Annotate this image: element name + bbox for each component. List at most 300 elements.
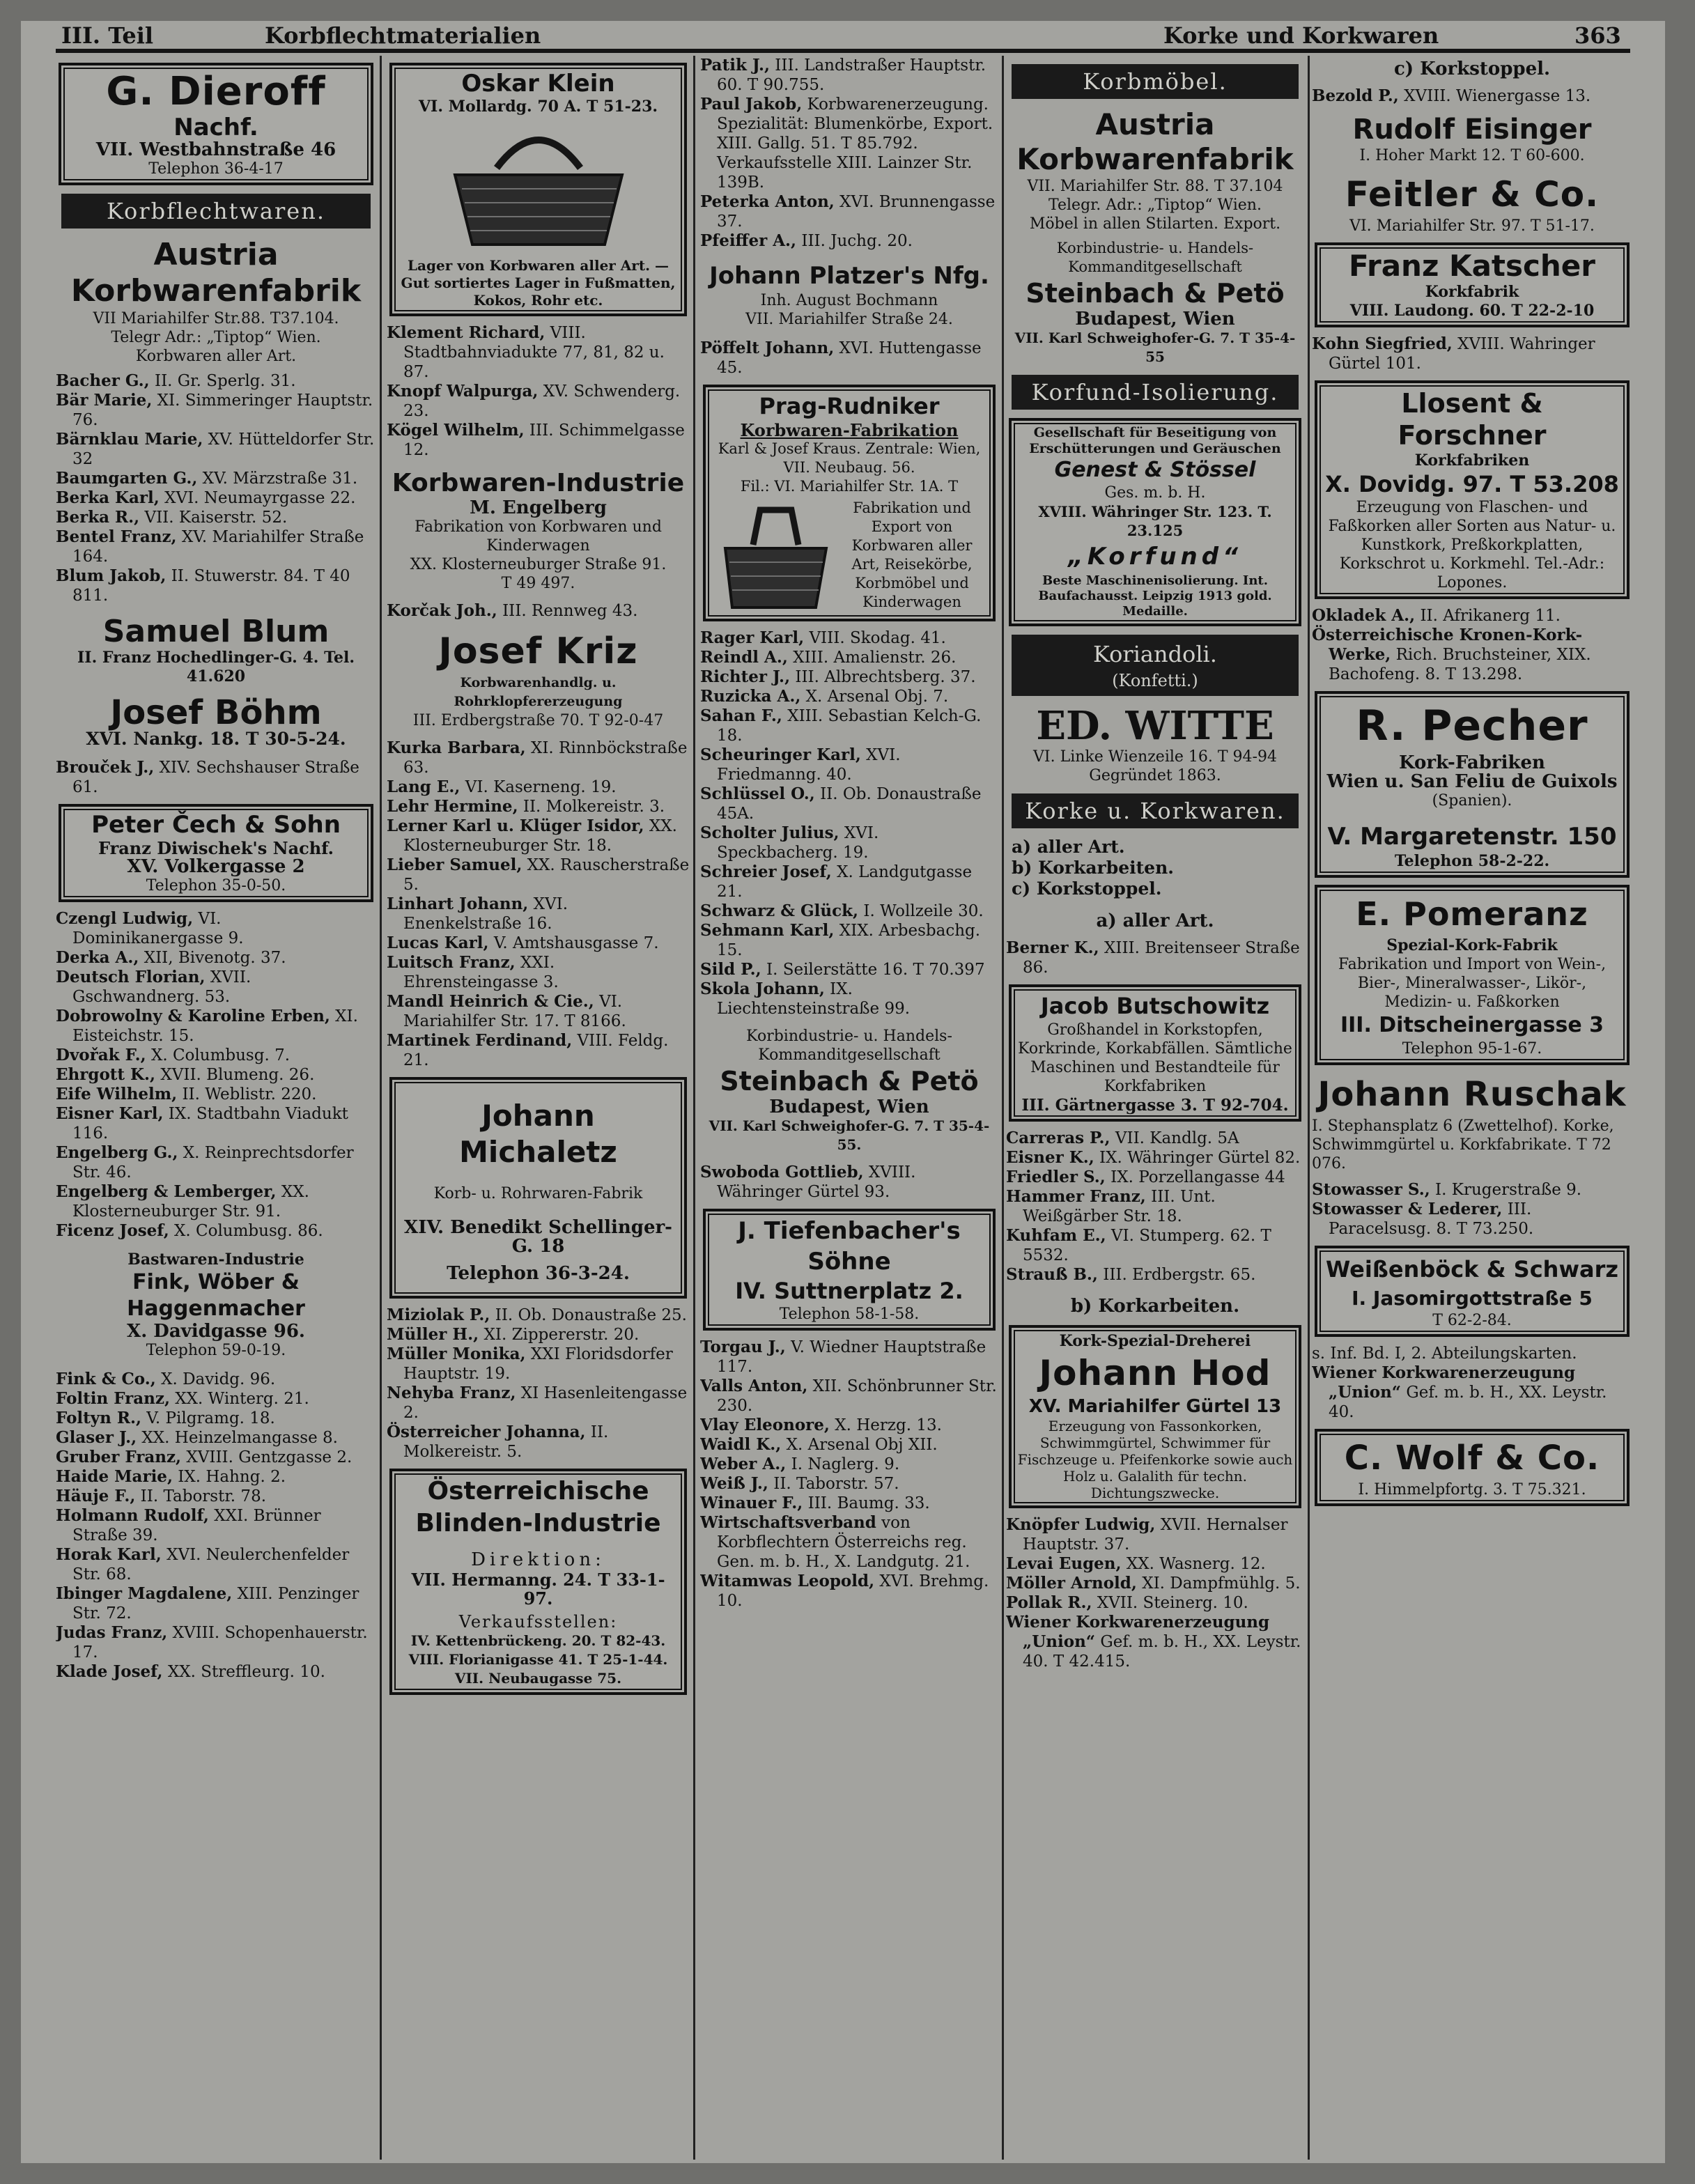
list-item	[700, 1455, 998, 1474]
index-item: a) aller Art.	[1012, 837, 1125, 857]
entry-name: Kuhfam E.,	[1006, 1226, 1106, 1245]
ad-title: Oskar Klein	[461, 70, 615, 98]
ad-subtitle: Nachf.	[173, 114, 258, 141]
column-divider	[380, 56, 382, 2160]
ad-title: Steinbach & Petö	[720, 1066, 979, 1097]
entry-name: Waidl K.,	[700, 1435, 782, 1454]
ad-kriz	[387, 629, 690, 730]
ad-title: Korbwarenfabrik	[70, 273, 362, 309]
entry-list	[1312, 1344, 1632, 1422]
ad-subtitle: Korbwarenhandlg. u. Rohrklopfererzeugung	[454, 675, 623, 709]
directory-page	[21, 21, 1665, 2163]
ad-wolf	[1315, 1429, 1630, 1506]
entry-name: Blum Jakob,	[56, 566, 167, 585]
ad-witte	[1006, 704, 1304, 785]
list-item	[56, 469, 376, 488]
entry-address: II. Weblistr. 220.	[177, 1085, 317, 1103]
list-item	[56, 1085, 376, 1104]
entry-name: Horak Karl,	[56, 1545, 162, 1564]
ad-title: Blinden-Industrie	[415, 1509, 661, 1538]
ad-address: X. Dovidg. 97. T 53.208	[1325, 471, 1619, 497]
list-item	[387, 934, 690, 953]
ad-phone: Telephon 58-2-22.	[1394, 852, 1550, 870]
entry-address: XV. Schwenderg. 23.	[403, 382, 681, 420]
entry-address: XVII. Gschwandnerg. 53.	[72, 968, 251, 1006]
entry-name: Stowasser S.,	[1312, 1180, 1430, 1199]
entry-list	[56, 1370, 376, 1682]
entry-address: IX. Währinger Gürtel 82.	[1094, 1149, 1301, 1167]
entry-name: Schwarz & Glück,	[700, 901, 859, 920]
ad-subtitle: Franz Diwischek's Nachf.	[98, 838, 334, 858]
entry-name: Peterka Anton,	[700, 192, 835, 211]
list-item	[387, 894, 690, 934]
entry-address: XXI Floridsdorfer Hauptstr. 19.	[403, 1345, 673, 1383]
entry-name: Kögel Wilhelm,	[387, 421, 525, 440]
entry-name: Holmann Rudolf,	[56, 1506, 209, 1525]
entry-address: X. Landgutgasse 21.	[717, 863, 973, 901]
ad-address: VII. Neubaugasse 75.	[454, 1670, 622, 1687]
entry-name: Fink & Co.,	[56, 1370, 156, 1388]
ad-phone: Telephon 36-4-17	[148, 160, 284, 178]
page-number: 363	[1574, 22, 1621, 49]
ad-title: Josef Kriz	[438, 630, 638, 672]
entry-address: XVI. Brunnengasse 37.	[717, 193, 996, 231]
entry-name: Schreier Josef,	[700, 862, 832, 881]
column-divider	[693, 56, 695, 2160]
list-item	[1312, 1344, 1632, 1363]
entry-name: Müller Monika,	[387, 1345, 526, 1363]
ad-address: XV. Mariahilfer Gürtel 13	[1028, 1396, 1282, 1417]
entry-name: Deutsch Florian,	[56, 968, 206, 986]
entry-name: Paul Jakob,	[700, 95, 803, 114]
entry-address: XVIII. Wienergasse 13.	[1398, 87, 1591, 105]
ad-address: Fil.: VI. Mariahilfer Str. 1A. T	[740, 478, 959, 495]
section-bar: Korke u. Korkwaren.	[1012, 793, 1299, 828]
list-item	[700, 192, 998, 231]
entry-address: II. Ob. Donaustraße 45A.	[717, 785, 982, 823]
ad-address: VII. Mariahilfer Str. 88. T 37.104	[1027, 178, 1283, 195]
ad-address: VI. Mollardg. 70 A. T 51-23.	[418, 98, 658, 116]
list-item	[387, 421, 690, 460]
ad-phone: T 62-2-84.	[1432, 1312, 1512, 1329]
list-item	[56, 1409, 376, 1428]
entry-list	[700, 56, 998, 251]
list-item	[387, 1306, 690, 1325]
entry-list	[1006, 938, 1304, 977]
section-bar-koriandoli	[1012, 635, 1299, 696]
ad-address: XX. Klosterneuburger Straße 91.	[410, 556, 667, 573]
ad-genest	[1009, 418, 1301, 626]
ad-phone: T 49 497.	[501, 575, 575, 592]
entry-name: Strauß B.,	[1006, 1265, 1098, 1284]
entry-name: Vlay Eleonore,	[700, 1416, 830, 1434]
entry-name: Baumgarten G.,	[56, 469, 198, 488]
list-item	[387, 1345, 690, 1384]
ad-austria	[56, 237, 376, 366]
ad-address: VII. Hermanng. 24. T 33-1-97.	[411, 1570, 665, 1609]
list-item	[56, 1065, 376, 1085]
entry-name: Klade Josef,	[56, 1662, 163, 1681]
ad-text: Beste Maschinenisolierung. Int. Baufachausst. Leipzig 1913 gold. Medaille.	[1038, 573, 1272, 619]
list-item	[1006, 1265, 1304, 1285]
entry-address: XI Hasenleitengasse 2.	[403, 1384, 688, 1422]
list-item	[56, 1143, 376, 1182]
ad-title: Johann Michaletz	[459, 1099, 617, 1169]
entry-address: II. Ob. Donaustraße 25.	[490, 1306, 687, 1324]
ad-topline: Kork-Spezial-Dreherei	[1059, 1332, 1251, 1350]
list-item	[56, 391, 376, 430]
entry-address: Korbwarenerzeugung. Spezialität: Blumenkörbe, Export. XIII. Gallg. 51. T 85.792. Verkaufsstelle XIII. Lainzer Str. 139B.	[717, 95, 993, 192]
entry-address: XI. Simmeringer Hauptstr. 76.	[72, 392, 373, 429]
entry-address: XXI. Brünner Straße 39.	[72, 1507, 321, 1544]
entry-list	[1312, 606, 1632, 684]
entry-name: Okladek A.,	[1312, 606, 1416, 625]
entry-address: IX. Liechtensteinstraße 99.	[717, 980, 911, 1018]
ad-title: Jacob Butschowitz	[1040, 993, 1270, 1019]
entry-address: VII. Kaiserstr. 52.	[139, 509, 288, 527]
entry-name: Eife Wilhelm,	[56, 1085, 178, 1103]
ad-pecher	[1315, 691, 1630, 878]
entry-name: Witamwas Leopold,	[700, 1572, 875, 1590]
entry-list	[1312, 1180, 1632, 1239]
entry-name: Lang E.,	[387, 777, 460, 796]
list-item	[387, 1384, 690, 1423]
list-item	[387, 738, 690, 777]
list-item	[1312, 1180, 1632, 1200]
entry-address: I. Wollzeile 30.	[858, 902, 984, 920]
entry-address: IX. Hahng. 2.	[172, 1468, 286, 1486]
list-item	[387, 601, 690, 621]
entry-address: II. Gr. Sperlg. 31.	[149, 372, 296, 390]
list-item	[387, 777, 690, 797]
entry-name: Ruzicka A.,	[700, 687, 801, 706]
ad-text: Gegründet 1863.	[1089, 767, 1221, 784]
entry-list	[1006, 1129, 1304, 1285]
entry-list	[387, 1306, 690, 1462]
entry-name: Stowasser & Lederer,	[1312, 1200, 1503, 1218]
entry-name: Swoboda Gottlieb,	[700, 1163, 864, 1182]
entry-name: Kurka Barbara,	[387, 738, 526, 757]
entry-name: Engelberg G.,	[56, 1143, 178, 1162]
part-label: III. Teil	[61, 22, 153, 49]
entry-name: Eisner K.,	[1006, 1148, 1094, 1167]
column-5	[1312, 56, 1632, 2160]
list-item	[700, 960, 998, 979]
list-item	[56, 1584, 376, 1623]
list-item	[387, 816, 690, 855]
list-item	[387, 855, 690, 894]
entry-address: XVI. Enenkelstraße 16.	[403, 895, 568, 933]
ad-title: Austria	[153, 237, 279, 272]
ad-address: XVIII. Währinger Str. 123. T. 23.125	[1038, 503, 1272, 539]
entry-address: XIII. Penzinger Str. 72.	[72, 1585, 359, 1622]
ad-brand: „Korfund“	[1068, 543, 1242, 571]
ad-hod	[1009, 1325, 1301, 1508]
ad-label: Direktion:	[471, 1549, 605, 1570]
entry-address: X. Reinprechtsdorfer Str. 46.	[72, 1144, 354, 1182]
list-item	[1006, 1515, 1304, 1554]
entry-name: Derka A.,	[56, 948, 139, 967]
entry-name: Linhart Johann,	[387, 894, 529, 913]
list-item	[700, 862, 998, 901]
list-item	[56, 1467, 376, 1487]
section-bar-title: Koriandoli.	[1093, 641, 1217, 667]
list-item	[56, 1046, 376, 1065]
entry-address: III. Landstraßer Hauptstr. 60. T 90.755.	[717, 56, 986, 94]
ad-austria	[1006, 107, 1304, 233]
list-item	[56, 968, 376, 1007]
category-index	[1006, 837, 1304, 899]
list-item	[700, 231, 998, 251]
entry-address: VI. Dominikanergasse 9.	[72, 910, 244, 947]
ad-feitler	[1312, 172, 1632, 235]
entry-name: Lieber Samuel,	[387, 855, 523, 874]
entry-list	[700, 1163, 998, 1202]
ad-title: J. Tiefenbacher's Söhne	[738, 1217, 961, 1276]
entry-address: XV. Hütteldorfer Str. 32	[72, 431, 375, 468]
entry-address: XVI. Brehmg. 10.	[717, 1572, 989, 1610]
entry-name: Lucas Karl,	[387, 934, 489, 952]
entry-name: Weber A.,	[700, 1455, 787, 1473]
entry-address: Gef. m. b. H., XX. Leystr. 40. T 42.415.	[1023, 1633, 1301, 1671]
entry-address: V. Pilgramg. 18.	[141, 1409, 275, 1427]
list-item	[700, 1572, 998, 1611]
entry-name: Sahan F.,	[700, 706, 782, 725]
entry-address: III. Rennweg 43.	[497, 602, 638, 620]
entry-address: VI. Stumperg. 62. T 5532.	[1023, 1227, 1271, 1264]
entry-address: III. Erdbergstr. 65.	[1097, 1266, 1256, 1284]
entry-list	[56, 909, 376, 1241]
entry-name: Knöpfer Ludwig,	[1006, 1515, 1156, 1534]
entry-address: II. Afrikanerg 11.	[1415, 607, 1561, 625]
list-item	[56, 1428, 376, 1448]
list-item	[56, 948, 376, 968]
entry-address: XII, Bivenotg. 37.	[139, 949, 286, 967]
entry-address: VIII. Stadtbahnviadukte 77, 81, 82 u. 87.	[403, 324, 665, 381]
entry-name: Klement Richard,	[387, 323, 545, 342]
list-item	[56, 566, 376, 605]
list-item	[1312, 334, 1632, 373]
ad-platzer	[700, 261, 998, 329]
ad-phone: Telephon 59-0-19.	[146, 1342, 286, 1359]
entry-address: XX. Rauscherstraße 5.	[403, 856, 690, 894]
list-item	[1312, 626, 1632, 684]
entry-name: Gruber Franz,	[56, 1448, 182, 1466]
ad-title: Johann Platzer's Nfg.	[709, 262, 989, 290]
entry-address: XI. Dampfmühlg. 5.	[1136, 1574, 1301, 1593]
ad-ruschak	[1312, 1072, 1632, 1173]
entry-address: Rich. Bruchsteiner, XIX. Bachofeng. 8. T 13.298.	[1329, 646, 1591, 683]
ad-title: Prag-Rudniker	[759, 393, 940, 419]
ad-phone: Telephon 36-3-24.	[447, 1263, 630, 1284]
ad-address: VI. Mariahilfer Str. 97. T 51-17.	[1349, 217, 1595, 235]
ad-address: III. Gärtnergasse 3. T 92-704.	[1021, 1096, 1289, 1115]
ad-city: Budapest, Wien	[1075, 309, 1235, 330]
entry-address: XI. Zippererstr. 20.	[479, 1326, 640, 1344]
list-item	[56, 1448, 376, 1467]
ad-text: Korbwaren aller Art.	[135, 348, 297, 365]
ad-butschowitz	[1009, 984, 1301, 1122]
entry-name: Wiener Korkwarenerzeugung „Union“	[1006, 1613, 1270, 1651]
list-item	[56, 527, 376, 566]
ad-rudniker	[703, 385, 996, 621]
list-item	[56, 1007, 376, 1046]
ad-title: Österreichische	[427, 1477, 649, 1505]
list-item	[56, 1545, 376, 1584]
entry-name: Nehyba Franz,	[387, 1384, 516, 1402]
ad-title: Fink, Wöber & Haggenmacher	[127, 1270, 305, 1321]
entry-name: Sehmann Karl,	[700, 921, 835, 940]
list-item	[700, 648, 998, 667]
list-item	[700, 823, 998, 862]
entry-address: VI. Kaserneng. 19.	[460, 778, 617, 796]
entry-name: Scholter Julius,	[700, 823, 839, 842]
entry-list	[56, 371, 376, 605]
subsection-title: c) Korkstoppel.	[1393, 59, 1551, 79]
ad-address: I. Jasomirgottstraße 5	[1352, 1287, 1593, 1310]
entry-name: Valls Anton,	[700, 1377, 808, 1395]
entry-address: XX. Wasnerg. 12.	[1121, 1555, 1266, 1573]
ad-owner: Inh. August Bochmann	[760, 292, 938, 309]
ad-subtitle: Korbwaren-Fabrikation	[740, 420, 959, 440]
entry-list	[700, 339, 998, 378]
ad-title: Korbwaren-Industrie	[392, 469, 685, 497]
entry-name: Berner K.,	[1006, 938, 1099, 957]
ad-topline: Korbindustrie- u. Handels-Kommanditgesellschaft	[1056, 240, 1254, 275]
ad-address: I. Hoher Markt 12. T 60-600.	[1359, 147, 1585, 164]
list-item	[1006, 938, 1304, 977]
list-item	[700, 339, 998, 378]
entry-address: X. Davidg. 96.	[155, 1370, 276, 1388]
entry-address: II. Molkereistr. 5.	[403, 1423, 609, 1461]
list-item	[1006, 1554, 1304, 1574]
ad-topline: Gesellschaft für Beseitigung von Erschütterungen und Geräuschen	[1029, 425, 1281, 456]
list-item	[700, 1513, 998, 1572]
entry-name: Lerner Karl u. Klüger Isidor,	[387, 816, 644, 835]
ad-subtitle: Wien u. San Feliu de Guixols	[1326, 771, 1618, 792]
ad-title: ED. WITTE	[1036, 703, 1274, 749]
entry-address: VIII. Feldg. 21.	[403, 1032, 669, 1069]
entry-name: Österreicher Johanna,	[387, 1423, 586, 1441]
entry-name: Winauer F.,	[700, 1494, 803, 1512]
entry-name: Martinek Ferdinand,	[387, 1031, 573, 1050]
ad-title: Feitler & Co.	[1345, 174, 1600, 215]
ad-text: Lager von Korbwaren aller Art. — Gut sortiertes Lager in Fußmatten, Kokos, Rohr etc.	[401, 257, 676, 309]
entry-name: Miziolak P.,	[387, 1306, 490, 1324]
entry-address: XI. Eisteichstr. 15.	[72, 1007, 358, 1045]
list-item	[56, 1506, 376, 1545]
ad-title: R. Pecher	[1356, 702, 1588, 750]
list-item	[56, 758, 376, 797]
ad-title: Rudolf Eisinger	[1352, 114, 1592, 146]
entry-address: XVIII. Wahringer Gürtel 101.	[1329, 335, 1595, 373]
ad-title: Franz Katscher	[1349, 249, 1595, 283]
list-item	[1312, 1363, 1632, 1422]
entry-name: Glaser J.,	[56, 1428, 137, 1447]
ad-owner: Karl & Josef Kraus. Zentrale: Wien, VII. Neubaug. 56.	[718, 440, 981, 476]
entry-address: I. Seilerstätte 16. T 70.397	[761, 961, 985, 979]
ad-subtitle: Korkfabrik	[1425, 283, 1519, 301]
ad-title: Josef Böhm	[110, 693, 322, 732]
entry-name: Pfeiffer A.,	[700, 231, 797, 250]
entry-address: II. Molkereistr. 3.	[518, 798, 665, 816]
column-divider	[1308, 56, 1310, 2160]
ad-subtitle: (Spanien).	[1432, 792, 1512, 810]
entry-address: XII. Schönbrunner Str. 230.	[717, 1377, 997, 1415]
list-item	[387, 797, 690, 816]
entry-address: XVII. Steinerg. 10.	[1092, 1594, 1248, 1612]
entry-name: Müller H.,	[387, 1325, 479, 1344]
entry-name: Weiß J.,	[700, 1474, 768, 1493]
entry-address: XV. Mariahilfer Straße 164.	[72, 528, 364, 566]
entry-name: Dobrowolny & Karoline Erben,	[56, 1007, 330, 1025]
entry-address: XVI. Speckbacherg. 19.	[717, 824, 879, 862]
entry-address: V. Amtshausgasse 7.	[488, 934, 659, 952]
entry-address: XVI. Neumayrgasse 22.	[159, 489, 356, 507]
entry-name: Sild P.,	[700, 960, 761, 979]
list-item	[56, 1662, 376, 1682]
entry-address: XIII. Sebastian Kelch-G. 18.	[717, 707, 982, 745]
entry-address: XVII. Blumeng. 26.	[155, 1066, 315, 1084]
entry-address: X. Herzg. 13.	[829, 1416, 942, 1434]
list-item	[387, 1325, 690, 1345]
section-bar-subtitle: (Konfetti.)	[1112, 671, 1198, 690]
entry-address: IX. Porzellangasse 44	[1105, 1168, 1285, 1186]
ad-text: Möbel in allen Stilarten. Export.	[1029, 215, 1281, 233]
entry-address: XI. Rinnböckstraße 63.	[403, 739, 688, 777]
entry-address: XIII. Amalienstr. 26.	[787, 649, 957, 667]
entry-address: XVIII. Währinger Gürtel 93.	[717, 1163, 916, 1201]
ad-form: Ges. m. b. H.	[1104, 484, 1206, 502]
ad-text: Erzeugung von Fassonkorken, Schwimmgürtel, Schwimmer für Fischzeuge u. Pfeifenkorke sowie auch Holz u. Galalith für techn. Dichtungszwecke.	[1017, 1418, 1293, 1501]
entry-list	[1006, 1515, 1304, 1671]
list-item	[700, 745, 998, 784]
ad-tiefenbacher	[703, 1209, 996, 1331]
column-4	[1006, 56, 1304, 2160]
ad-address: VII. Westbahnstraße 46	[95, 139, 336, 160]
list-item	[700, 1474, 998, 1494]
ad-title: Genest & Stössel	[1054, 458, 1256, 482]
subsection-title: a) aller Art.	[1096, 911, 1214, 931]
entry-address: II. Stuwerstr. 84. T 40 811.	[72, 567, 350, 605]
ad-steinbach	[700, 1027, 998, 1154]
entry-name: Ficenz Josef,	[56, 1221, 169, 1240]
ad-blinden	[389, 1469, 687, 1695]
ad-michaletz	[389, 1077, 687, 1299]
list-item	[387, 953, 690, 992]
list-item	[700, 628, 998, 648]
ad-text: I. Stephansplatz 6 (Zwettelhof). Korke, Schwimmgürtel u. Korkfabrikate. T 72 076.	[1312, 1117, 1614, 1172]
entry-address: XVI. Huttengasse 45.	[717, 339, 982, 377]
entry-name: Ehrgott K.,	[56, 1065, 156, 1084]
header-rule	[56, 49, 1630, 53]
ad-address: XVI. Nankg. 18. T 30-5-24.	[86, 729, 346, 749]
list-item	[700, 1338, 998, 1377]
list-item	[700, 95, 998, 192]
ad-phone: Telephon 58-1-58.	[779, 1306, 920, 1323]
list-item	[56, 1389, 376, 1409]
entry-address: XX. Streffleurg. 10.	[162, 1663, 325, 1681]
entry-address: III. Juchg. 20.	[796, 232, 913, 250]
entry-address: I. Naglerg. 9.	[786, 1455, 900, 1473]
entry-address: XX. Klosterneuburger Str. 18.	[403, 817, 677, 855]
ad-cech	[59, 804, 373, 902]
ad-address: III. Erdbergstraße 70. T 92-0-47	[412, 712, 664, 729]
ad-text: Fabrikation und Export von Korbwaren aller Art, Reisekörbe, Korbmöbel und Kinderwagen	[851, 499, 973, 610]
entry-name: Levai Eugen,	[1006, 1554, 1122, 1573]
list-item	[56, 909, 376, 948]
entry-address: X. Columbusg. 7.	[146, 1046, 291, 1064]
